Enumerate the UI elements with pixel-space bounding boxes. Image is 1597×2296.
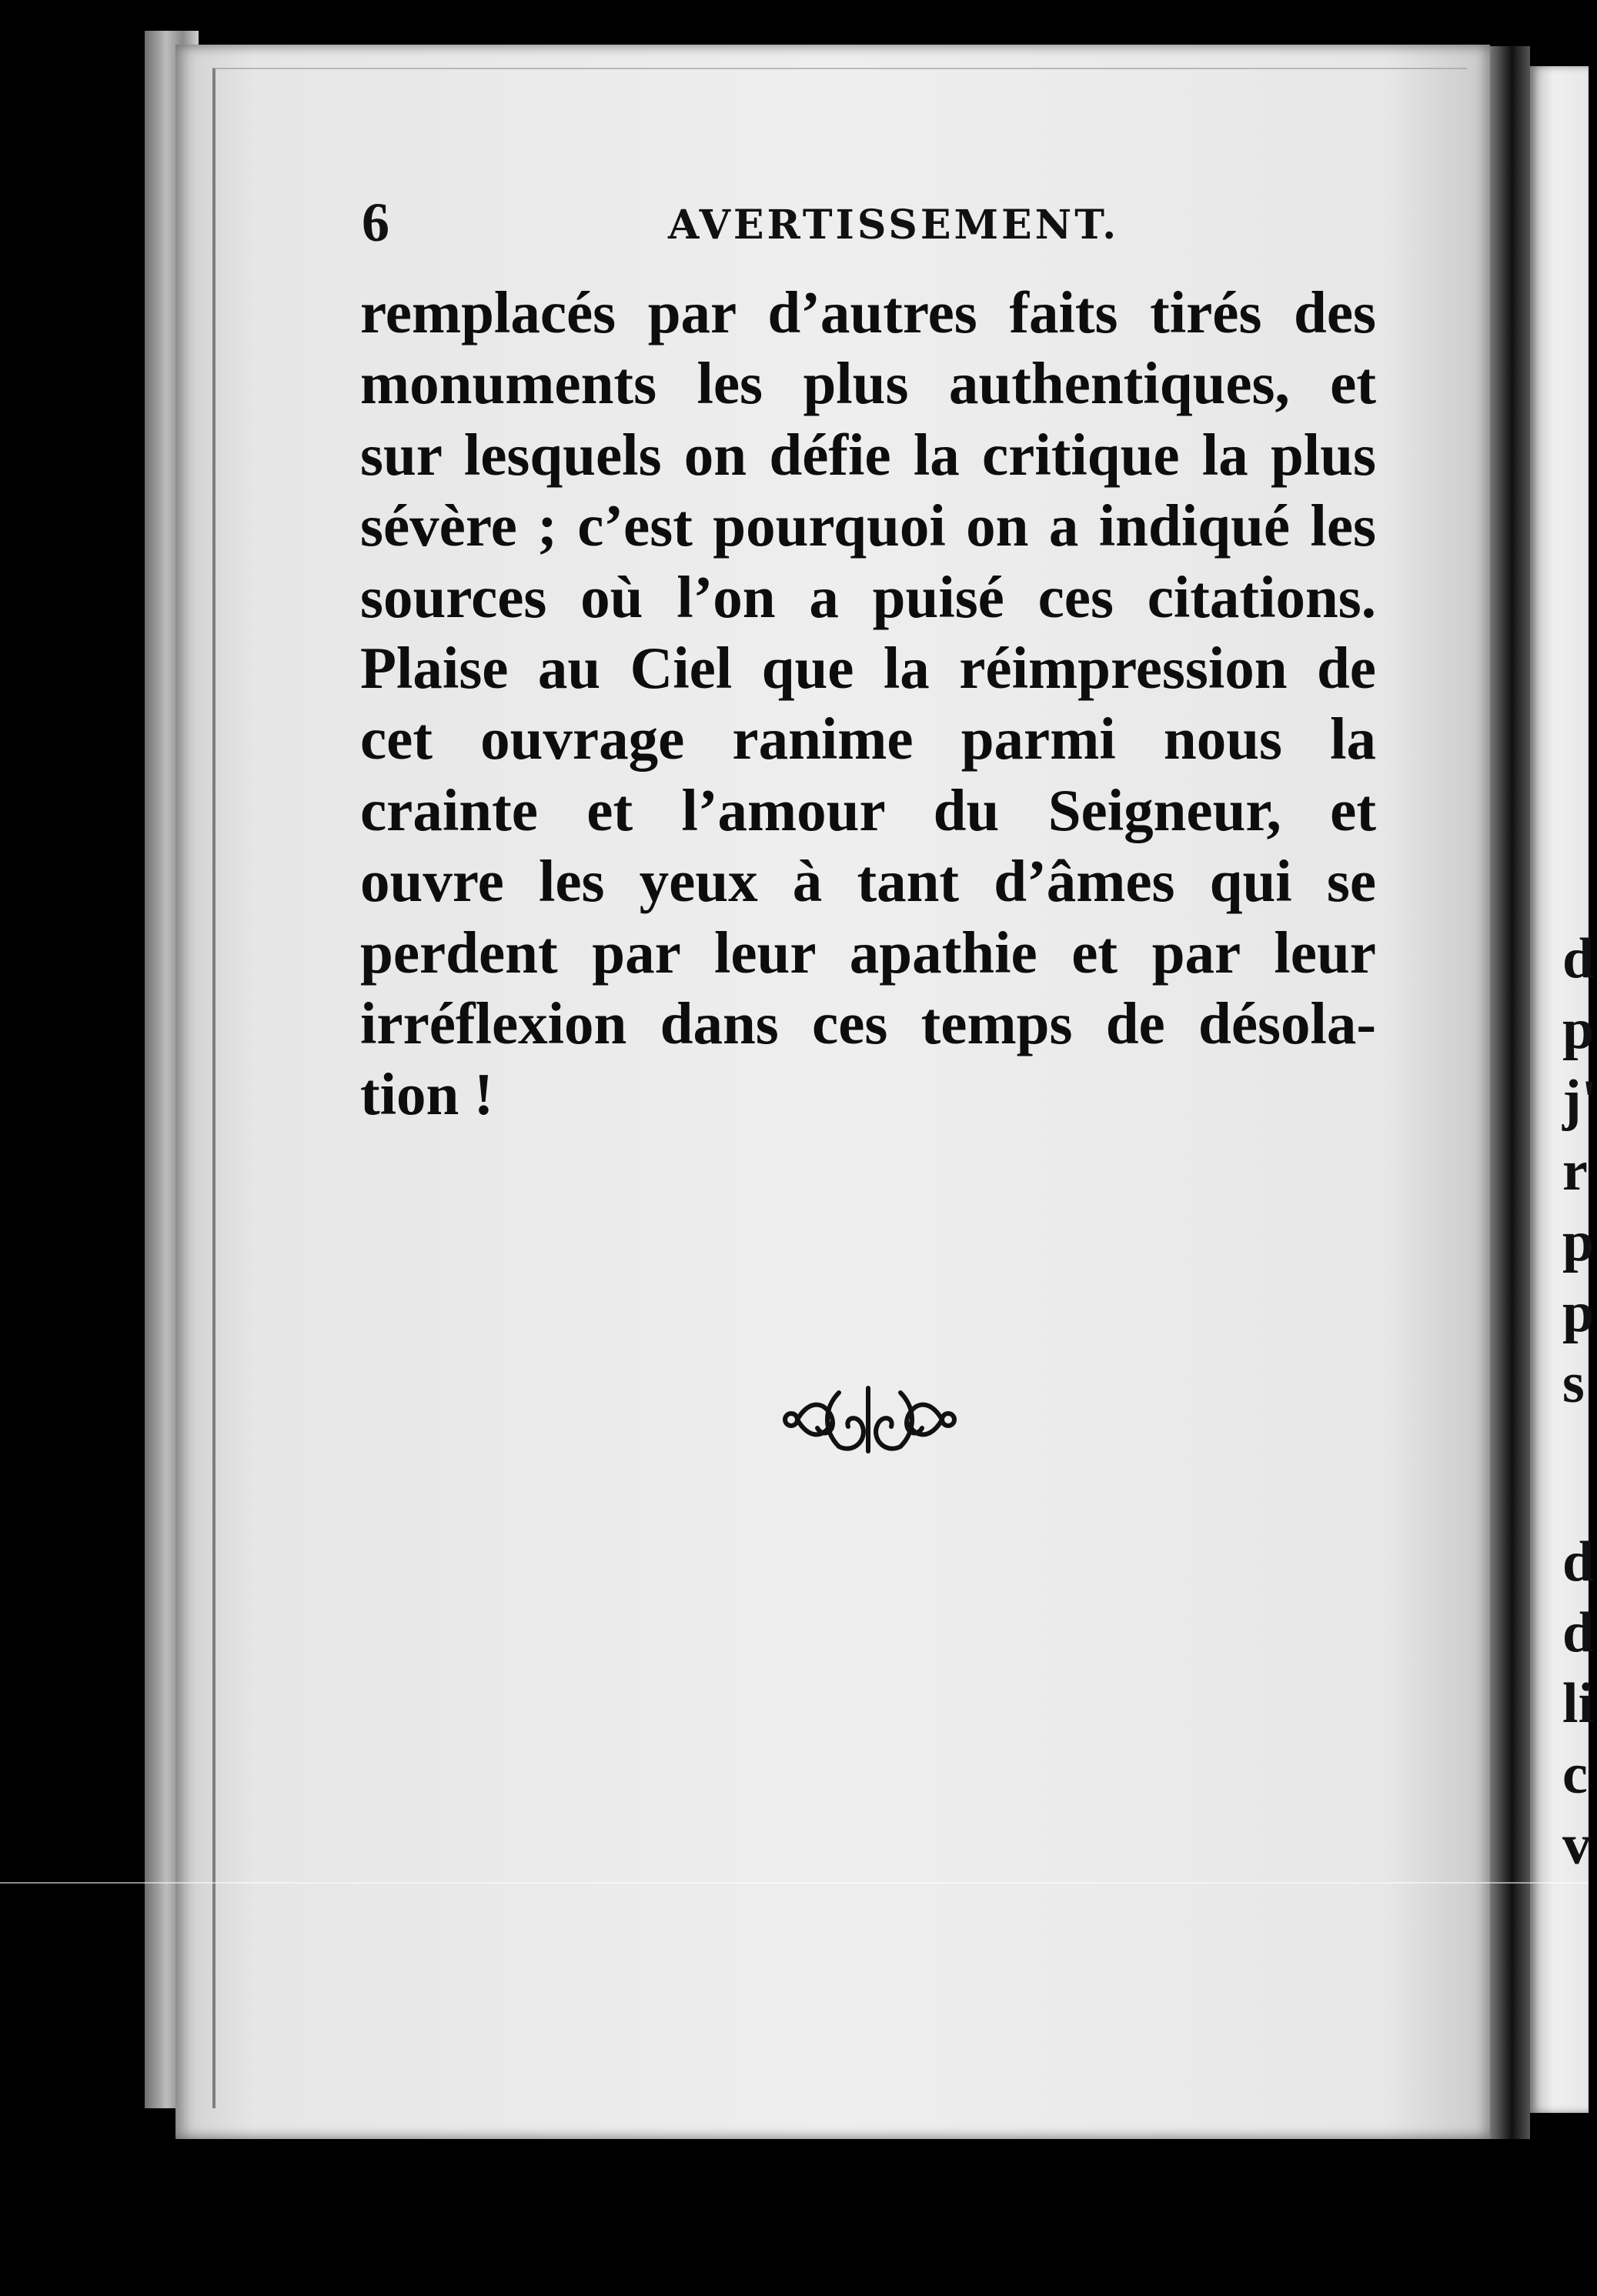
text-line: sources où l’on a puisé ces citations. bbox=[360, 563, 1376, 630]
edge-glyph: c bbox=[1562, 1743, 1588, 1806]
book-gutter bbox=[1490, 46, 1530, 2139]
facing-page-text-fragment bbox=[1562, 923, 1597, 1881]
edge-glyph: p bbox=[1562, 998, 1595, 1061]
edge-glyph: li bbox=[1562, 1672, 1595, 1735]
page-number: 6 bbox=[362, 192, 389, 253]
edge-glyph: d bbox=[1562, 927, 1595, 990]
edge-glyph: v bbox=[1562, 1814, 1591, 1877]
text-line: remplacés par d’autres faits tirés des bbox=[360, 279, 1376, 345]
edge-gap bbox=[1562, 1419, 1589, 1527]
text-line: sur lesquels on défie la critique la plus bbox=[360, 421, 1376, 488]
text-line: ouvre les yeux à tant d’âmes qui se bbox=[360, 848, 1376, 915]
page-header bbox=[362, 191, 1385, 252]
text-line: Plaise au Ciel que la réimpression de bbox=[360, 634, 1376, 701]
edge-glyph: s bbox=[1562, 1352, 1585, 1415]
text-line: cet ouvrage ranime parmi nous la bbox=[360, 706, 1376, 773]
edge-glyph: d bbox=[1562, 1530, 1595, 1594]
text-line: irréflexion dans ces temps de désola- bbox=[360, 989, 1376, 1056]
scan-artifact-line bbox=[0, 1882, 1589, 1884]
edge-glyph: d bbox=[1562, 1601, 1595, 1664]
running-head: AVERTISSEMENT. bbox=[668, 202, 1120, 249]
edge-glyph: j' bbox=[1562, 1069, 1597, 1132]
body-text bbox=[360, 277, 1376, 1130]
fleuron-ornament-icon bbox=[777, 1377, 962, 1462]
text-line: sévère ; c’est pourquoi on a indiqué les bbox=[360, 492, 1376, 559]
edge-glyph: p bbox=[1562, 1281, 1595, 1344]
text-line: tion ! bbox=[360, 1061, 494, 1128]
edge-glyph: p bbox=[1562, 1210, 1595, 1273]
text-line: perdent par leur apathie et par leur bbox=[360, 919, 1376, 986]
text-line: monuments les plus authentiques, et bbox=[360, 350, 1376, 417]
text-line: crainte et l’amour du Seigneur, et bbox=[360, 776, 1376, 843]
edge-glyph: r bbox=[1562, 1140, 1588, 1203]
